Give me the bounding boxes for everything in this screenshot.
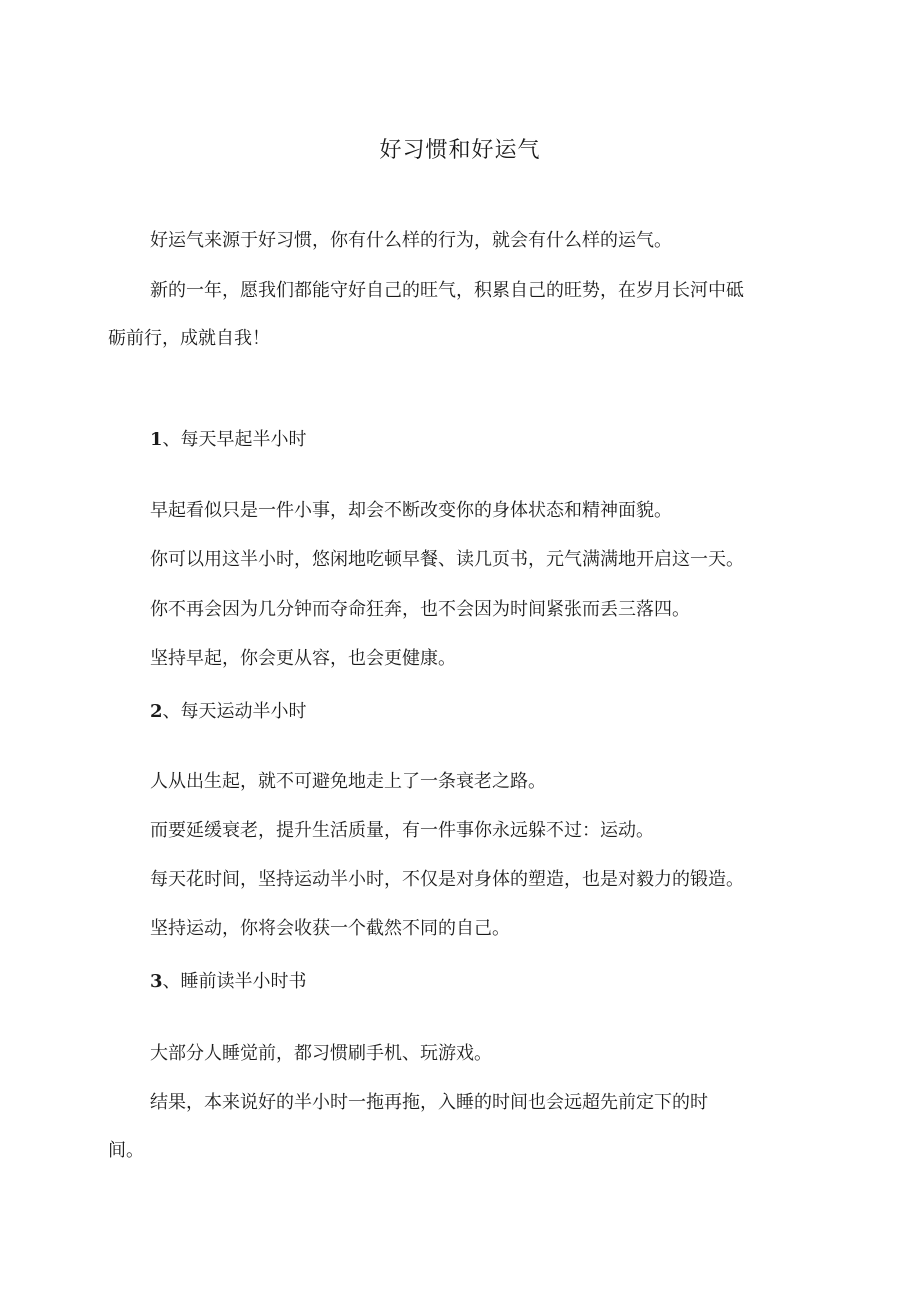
section-2-line: 每天花时间，坚持运动半小时，不仅是对身体的塑造，也是对毅力的锻造。 bbox=[150, 869, 744, 890]
section-1-line: 早起看似只是一件小事，却会不断改变你的身体状态和精神面貌。 bbox=[150, 500, 672, 521]
section-1-line: 你不再会因为几分钟而夺命狂奔，也不会因为时间紧张而丢三落四。 bbox=[150, 599, 690, 620]
section-1-title: 、每天早起半小时 bbox=[162, 429, 307, 450]
section-2-title: 、每天运动半小时 bbox=[162, 701, 307, 722]
intro-paragraph-2-line-1: 新的一年，愿我们都能守好自己的旺气，积累自己的旺势，在岁月长河中砥 bbox=[150, 280, 744, 301]
section-3-number: 3 bbox=[150, 971, 163, 992]
section-1-line: 你可以用这半小时，悠闲地吃顿早餐、读几页书，元气满满地开启这一天。 bbox=[150, 549, 744, 570]
section-1-heading bbox=[150, 427, 307, 453]
section-3-line: 间。 bbox=[108, 1140, 144, 1161]
section-3-title: 、睡前读半小时书 bbox=[162, 971, 307, 992]
section-2-line: 而要延缓衰老，提升生活质量，有一件事你永远躲不过：运动。 bbox=[150, 820, 654, 841]
section-2-number: 2 bbox=[150, 701, 163, 722]
document-title: 好习惯和好运气 bbox=[379, 138, 541, 163]
section-1-number: 1 bbox=[150, 429, 163, 450]
section-3-line: 结果，本来说好的半小时一拖再拖，入睡的时间也会远超先前定下的时 bbox=[150, 1092, 708, 1113]
section-2-line: 人从出生起，就不可避免地走上了一条衰老之路。 bbox=[150, 771, 546, 792]
section-3-heading bbox=[150, 969, 307, 995]
intro-paragraph-1: 好运气来源于好习惯，你有什么样的行为，就会有什么样的运气。 bbox=[150, 230, 672, 251]
section-1-line: 坚持早起，你会更从容，也会更健康。 bbox=[150, 648, 456, 669]
section-3-line: 大部分人睡觉前，都习惯刷手机、玩游戏。 bbox=[150, 1043, 492, 1064]
intro-paragraph-2-line-2: 砺前行，成就自我！ bbox=[108, 328, 270, 349]
section-2-heading bbox=[150, 699, 307, 725]
section-2-line: 坚持运动，你将会收获一个截然不同的自己。 bbox=[150, 918, 510, 939]
